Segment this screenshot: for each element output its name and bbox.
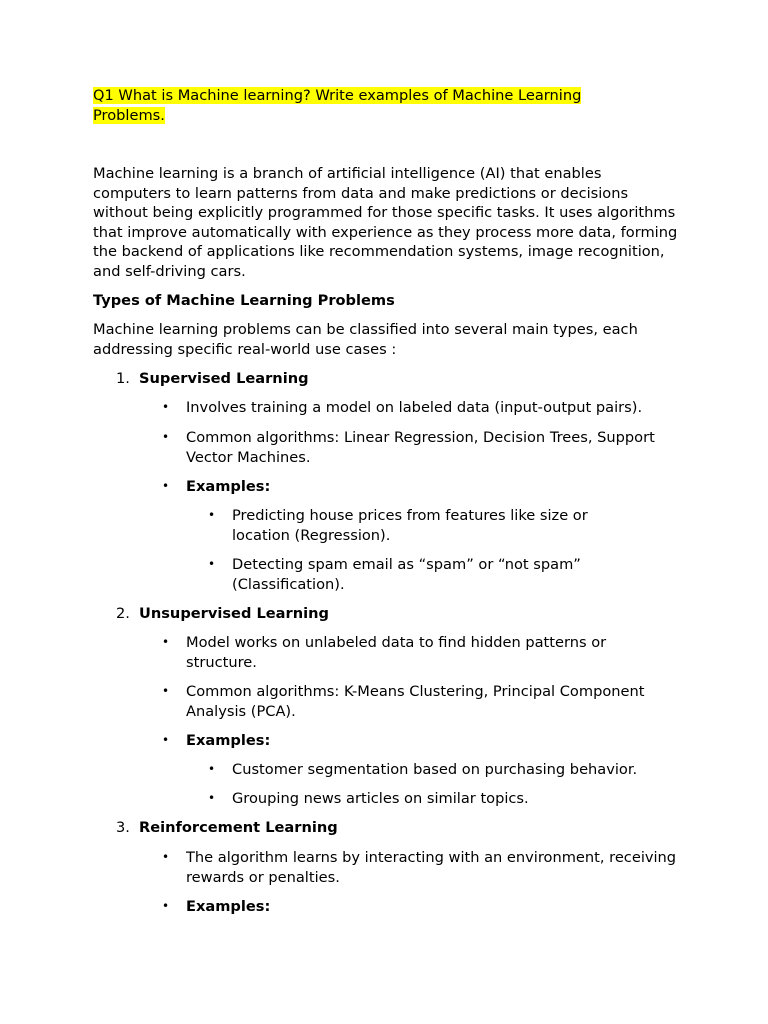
question-text: Q1 What is Machine learning? Write examples of Machine Learning Problems. xyxy=(93,87,582,124)
bullet-icon: • xyxy=(162,850,170,864)
example-text: Detecting spam email as “spam” or “not spam” (Classification). xyxy=(232,556,581,593)
list-item-text: Involves training a model on labeled data (input-output pairs). xyxy=(186,399,643,416)
bullet-icon: • xyxy=(162,400,170,414)
example-text: Predicting house prices from features like size or location (Regression). xyxy=(232,507,588,544)
examples-label: Examples: xyxy=(186,478,271,495)
bullet-icon: • xyxy=(162,733,170,747)
examples-label: Examples: xyxy=(186,732,271,749)
bullet-icon: • xyxy=(208,791,216,805)
list-item-text: Common algorithms: Linear Regression, Decision Trees, Support Vector Machines. xyxy=(186,429,655,466)
bullet-icon: • xyxy=(162,430,170,444)
question-heading xyxy=(93,86,653,125)
section-title: Reinforcement Learning xyxy=(139,819,338,836)
intro-paragraph: Machine learning is a branch of artificial intelligence (AI) that enables computers to learn patterns from data and make predictions or decisions without being explicitly programmed for those specific tasks. It uses algorithms that improve automatically with experience as they process more data, forming the backend of applications like recommendation systems, image recognition, and self-driving cars. xyxy=(93,165,678,280)
bullet-icon: • xyxy=(162,684,170,698)
section-number: 3. xyxy=(116,819,130,836)
bullet-icon: • xyxy=(208,508,216,522)
example-text: Grouping news articles on similar topics. xyxy=(232,790,529,807)
bullet-icon: • xyxy=(208,762,216,776)
section-title: Supervised Learning xyxy=(139,370,309,387)
bullet-icon: • xyxy=(162,635,170,649)
section-number: 1. xyxy=(116,370,130,387)
types-heading: Types of Machine Learning Problems xyxy=(93,292,395,309)
bullet-icon: • xyxy=(208,557,216,571)
bullet-icon: • xyxy=(162,479,170,493)
example-text: Customer segmentation based on purchasing behavior. xyxy=(232,761,638,778)
examples-label: Examples: xyxy=(186,898,271,915)
list-item-text: The algorithm learns by interacting with an environment, receiving rewards or penalties. xyxy=(186,849,677,886)
section-title: Unsupervised Learning xyxy=(139,605,329,622)
bullet-icon: • xyxy=(162,899,170,913)
list-item-text: Model works on unlabeled data to find hidden patterns or structure. xyxy=(186,634,607,671)
list-item-text: Common algorithms: K-Means Clustering, Principal Component Analysis (PCA). xyxy=(186,683,645,720)
section-number: 2. xyxy=(116,605,130,622)
types-intro-paragraph: Machine learning problems can be classified into several main types, each addressing specific real-world use cases : xyxy=(93,321,638,358)
